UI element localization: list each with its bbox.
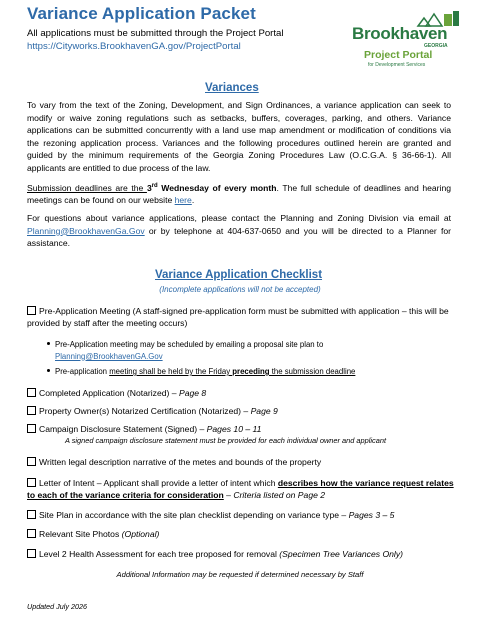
checklist-item-site-plan: Site Plan in accordance with the site plan checklist depending on variance type – Pages 3 – 5 [27, 509, 457, 521]
checklist-item-owner-certification: Property Owner(s) Notarized Certification (Notarized) – Page 9 [27, 405, 457, 417]
brookhaven-logo [352, 8, 464, 74]
logo-wordmark: Brookhaven [352, 24, 448, 43]
checkbox[interactable] [27, 529, 36, 538]
checklist-item-letter-of-intent: Letter of Intent – Applicant shall provide a letter of intent which describes how the variance request relates to each of the variance criteria for consideration – Criteria listed on Page 2 [27, 478, 454, 501]
planning-email-link[interactable]: Planning@BrookhavenGa.Gov [27, 225, 145, 236]
checklist-item-campaign-disclosure: Campaign Disclosure Statement (Signed) – Pages 10 – 11 [27, 423, 457, 435]
checklist-item-application: Completed Application (Notarized) – Page 8 [27, 387, 457, 399]
checkbox[interactable] [27, 549, 36, 558]
checklist-note: (Incomplete applications will not be accepted) [159, 285, 321, 294]
updated-date: Updated July 2026 [27, 602, 87, 611]
variances-intro: To vary from the text of the Zoning, Development, and Sign Ordinances, a variance application can seek to modify or waive zoning regulations such as setbacks, buffers, coverages, parking, and others. Variance applications can be submitted concurrently with a land use map amendment or modification of conditions via the rezoning application process. Variances and the following procedures outlined herein are granted and guided by the minimum requirements of the Georgia Zoning Procedures Law (O.C.G.A. § 36-66-1). All applicants are entitled to due process of the law. [27, 100, 451, 173]
bullet-schedule-meeting: Pre-Application meeting may be scheduled by emailing a proposal site plan to Planning@BrookhavenGA.Gov [47, 339, 457, 362]
checklist-item-tree-assessment: Level 2 Health Assessment for each tree proposed for removal (Specimen Tree Variances Only) [27, 548, 457, 560]
checkbox[interactable] [27, 388, 36, 397]
contact-paragraph: For questions about variance applications, please contact the Planning and Zoning Division via email at Planning@BrookhavenGa.Gov or by telephone at 404-637-0650 and you will be directed to a Planner for assistance. [27, 213, 451, 249]
deadline-schedule-link[interactable]: here [174, 195, 192, 206]
checkbox[interactable] [27, 510, 36, 519]
checklist-item-pre-application: Pre-Application Meeting (A staff-signed pre-application form must be submitted with application – this will be provided by staff after the meeting occurs) [27, 306, 449, 329]
variances-heading: Variances [205, 82, 259, 94]
portal-url-link[interactable]: https://Cityworks.BrookhavenGA.gov/ProjectPortal [27, 41, 241, 52]
checkbox[interactable] [27, 406, 36, 415]
portal-instruction: All applications must be submitted through the Project Portal [27, 28, 284, 39]
checklist-item-legal-description: Written legal description narrative of the metes and bounds of the property [27, 456, 457, 468]
deadline-paragraph: Submission deadlines are the 3rd Wednesday of every month. The full schedule of deadlines and hearing meetings can be found on our website here. [27, 182, 451, 206]
checkbox[interactable] [27, 306, 36, 315]
logo-tagline: for Development Services [368, 62, 426, 68]
page-title: Variance Application Packet [27, 4, 256, 23]
checkbox[interactable] [27, 457, 36, 466]
checklist-heading: Variance Application Checklist [155, 269, 323, 281]
planning-email-link-2[interactable]: Planning@BrookhavenGA.Gov [55, 351, 163, 361]
logo-state: GEORGIA [424, 43, 448, 49]
logo-portal: Project Portal [364, 49, 433, 61]
checkbox[interactable] [27, 478, 36, 487]
bullet-meeting-deadline: Pre-application meeting shall be held by the Friday preceding the submission deadline [47, 366, 457, 378]
checkbox[interactable] [27, 424, 36, 433]
additional-info-note: Additional Information may be requested if determined necessary by Staff [116, 570, 364, 579]
checklist-item-site-photos: Relevant Site Photos (Optional) [27, 528, 457, 540]
campaign-disclosure-note: A signed campaign disclosure statement must be provided for each individual owner and applicant [65, 436, 386, 445]
